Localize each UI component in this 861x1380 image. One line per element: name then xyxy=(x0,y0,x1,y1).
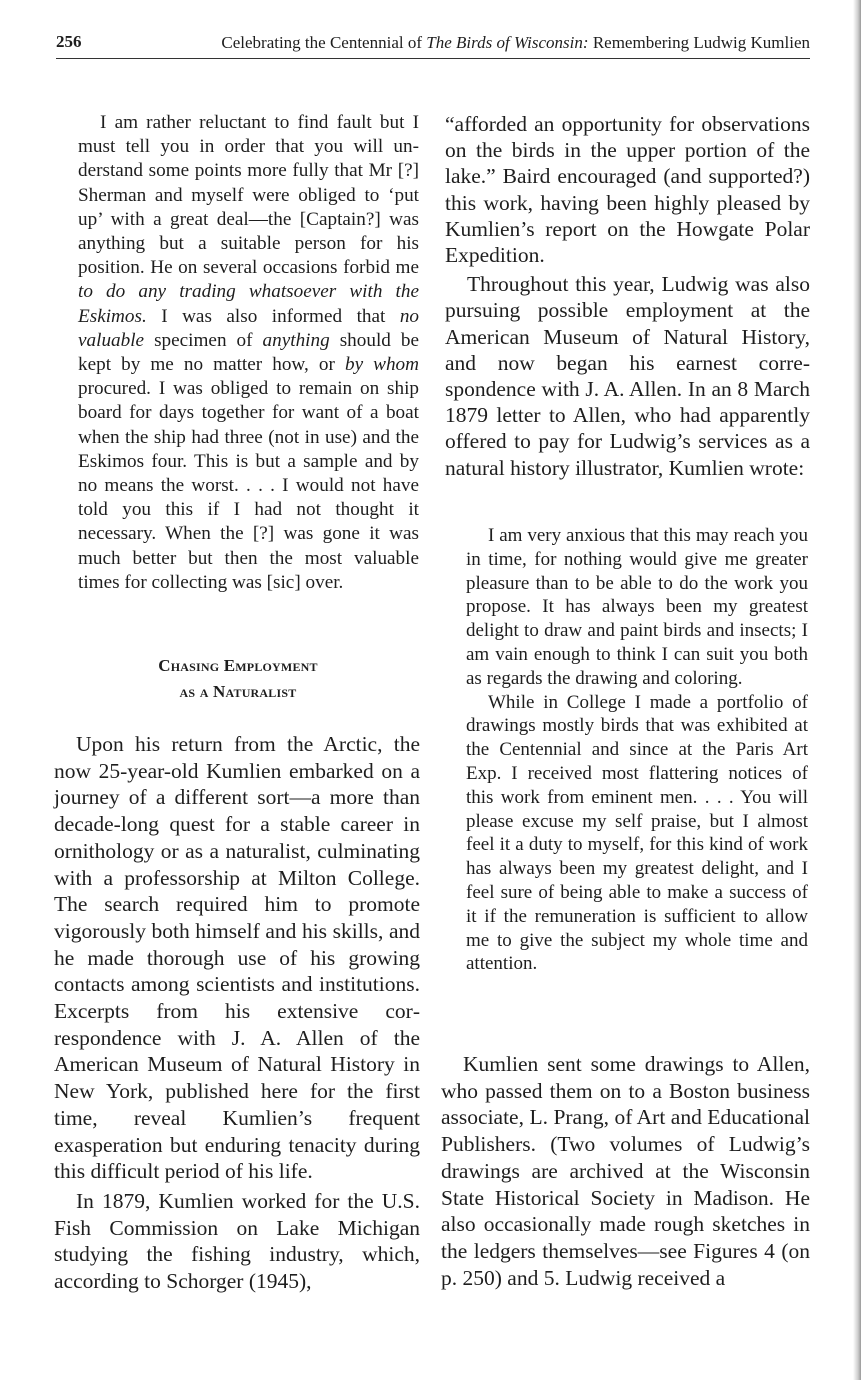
quote-emphasis: no valuable xyxy=(78,305,419,351)
right-body-text xyxy=(445,111,810,481)
right-block-quote xyxy=(466,524,808,976)
body-paragraph: “afforded an opportunity for observations on the birds in the upper portion of the lake.” Baird encouraged (and supported?) this work, having been highly pleased by Kumlien’s report on the Howgate Polar Expedition. xyxy=(445,112,810,268)
quote-emphasis: by whom xyxy=(344,354,420,376)
quote-text: I was also informed that xyxy=(146,305,400,327)
quote-text: I am rather reluctant to find fault but I must tell you in order that you will understand some points more fully that Mr [?] Sherman and myself were obliged to ‘put up’ with a great deal—the [Captain?] was anything but a suitable person for his position. He on several occasions forbid me xyxy=(78,112,419,279)
running-title-suffix: Remembering Ludwig Kumlien xyxy=(588,33,810,52)
running-header xyxy=(56,30,810,59)
left-quote-paragraph xyxy=(78,111,419,595)
quote-emphasis: anything xyxy=(262,329,330,351)
running-title xyxy=(221,33,810,53)
body-paragraph: Kumlien sent some drawings to Allen, who passed them on to a Boston business associate, L. Prang, of Art and Educational Publishers. (Two volumes of Ludwig’s drawings are archived at the Wisconsin State Historical Society in Madison. He also occasionally made rough sketches in the ledgers themselves—see Figures 4 (on p. 250) and 5. Ludwig received a xyxy=(441,1052,810,1290)
quote-text: specimen of xyxy=(144,329,263,351)
page-number: 256 xyxy=(56,32,82,51)
body-paragraph: Upon his return from the Arctic, the now 25-year-old Kumlien embarked on a journey of a different sort—a more than decade-long quest for a stable career in ornithology or as a naturalist, culminating with a professorship at Milton College. The search required him to promote vigorously both himself and his skills, and he made thorough use of his growing contacts among scientists and institutions. Excerpts from his extensive correspondence with J. A. Allen of the American Museum of Natural History in New York, published here for the first time, reveal Kumlien’s frequent exasperation but enduring tenacity during this difficult period of his life. xyxy=(54,732,420,1184)
quote-text: should be kept by me no matter how, or xyxy=(78,329,419,376)
section-heading-line-1: Chasing Employment xyxy=(158,656,318,675)
right-body-text-continued xyxy=(441,1051,810,1291)
quote-paragraph: While in College I made a portfolio of drawings mostly birds that was exhibited at the Centennial and since at the Paris Art Exp. I received most flattering notices of this work from eminent men. . . . You will please excuse my self praise, but I almost feel it a duty to myself, for this kind of work has always been my greatest delight, and I feel sure of being able to make a success of it if the remuneration is sufficient to allow me to give the subject my whole time and attention. xyxy=(466,691,808,975)
running-title-book: The Birds of Wisconsin: xyxy=(426,33,589,52)
quote-paragraph: I am very anxious that this may reach you in time, for nothing would give me greater pleasure than to be able to do the work you propose. It has always been my greatest delight to draw and paint birds and insects; I am vain enough to think I can suit you both as regards the drawing and coloring. xyxy=(466,525,808,689)
body-paragraph: In 1879, Kumlien worked for the U.S. Fish Commission on Lake Michigan studying the fishing industry, which, according to Schorger (1945), xyxy=(54,1188,420,1294)
section-heading-line-2: as a Naturalist xyxy=(179,682,297,701)
quote-text: procured. I was obliged to remain on ship board for days together for want of a boat when the ship had three (not in use) and the Eskimos four. This is but a sample and by no means the worst. . . . I would not have told you this if I had not thought it necessary. When the [?] was gone it was much better but then the most valuable times for collecting was [sic] over. xyxy=(78,378,419,593)
page-edge-shadow xyxy=(853,0,861,1380)
section-heading xyxy=(56,653,420,705)
left-body-text xyxy=(54,731,420,1295)
left-block-quote xyxy=(78,111,419,595)
body-paragraph: Throughout this year, Ludwig was also pursuing possible employment at the American Museum of Natural History, and now began his earnest correspondence with J. A. Allen. In an 8 March 1879 letter to Allen, who had apparently offered to pay for Ludwig’s services as a natural history illustrator, Kumlien wrote: xyxy=(445,272,810,480)
running-title-prefix: Celebrating the Centennial of xyxy=(221,33,427,52)
quote-emphasis: to do any trading whatsoever with the Eskimos. xyxy=(78,281,419,327)
